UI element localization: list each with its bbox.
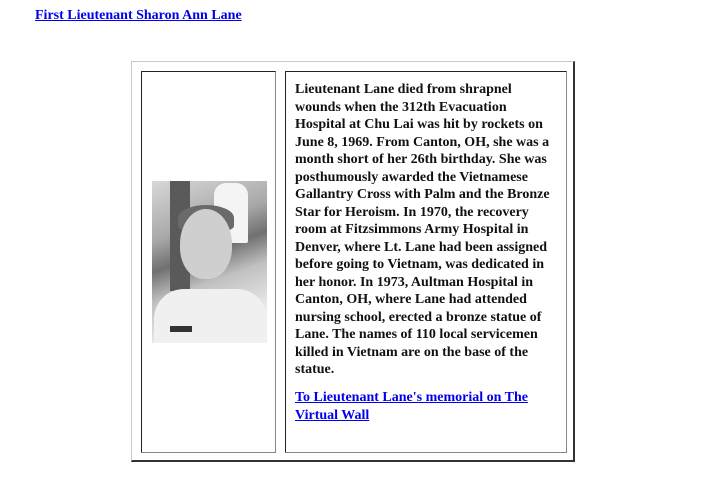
face-shape	[180, 209, 232, 279]
uniform-shape	[154, 289, 267, 343]
photo-cell	[141, 71, 276, 453]
profile-table	[131, 61, 575, 462]
biography-cell	[285, 71, 567, 453]
title-link[interactable]: First Lieutenant Sharon Ann Lane	[35, 8, 242, 23]
portrait-photo	[152, 181, 267, 343]
name-tag	[170, 326, 192, 332]
biography-text: Lieutenant Lane died from shrapnel wounds when the 312th Evacuation Hospital at Chu Lai was hit by rockets on June 8, 1969. From Canton, OH, she was a month short of her 26th birthday. She was posthumously awarded the Vietnamese Gallantry Cross with Palm and the Bronze Star for Heroism. In 1970, the recovery room at Fitzsimmons Army Hospital in Denver, where Lt. Lane had been assigned before going to Vietnam, was dedicated in her honor. In 1973, Aultman Hospital in Canton, OH, where Lane had attended nursing school, erected a bronze statue of Lane. The names of 110 local servicemen killed in Vietnam are on the base of the statue.	[295, 82, 550, 377]
memorial-link[interactable]: To Lieutenant Lane's memorial on The Virtual Wall	[295, 390, 528, 423]
